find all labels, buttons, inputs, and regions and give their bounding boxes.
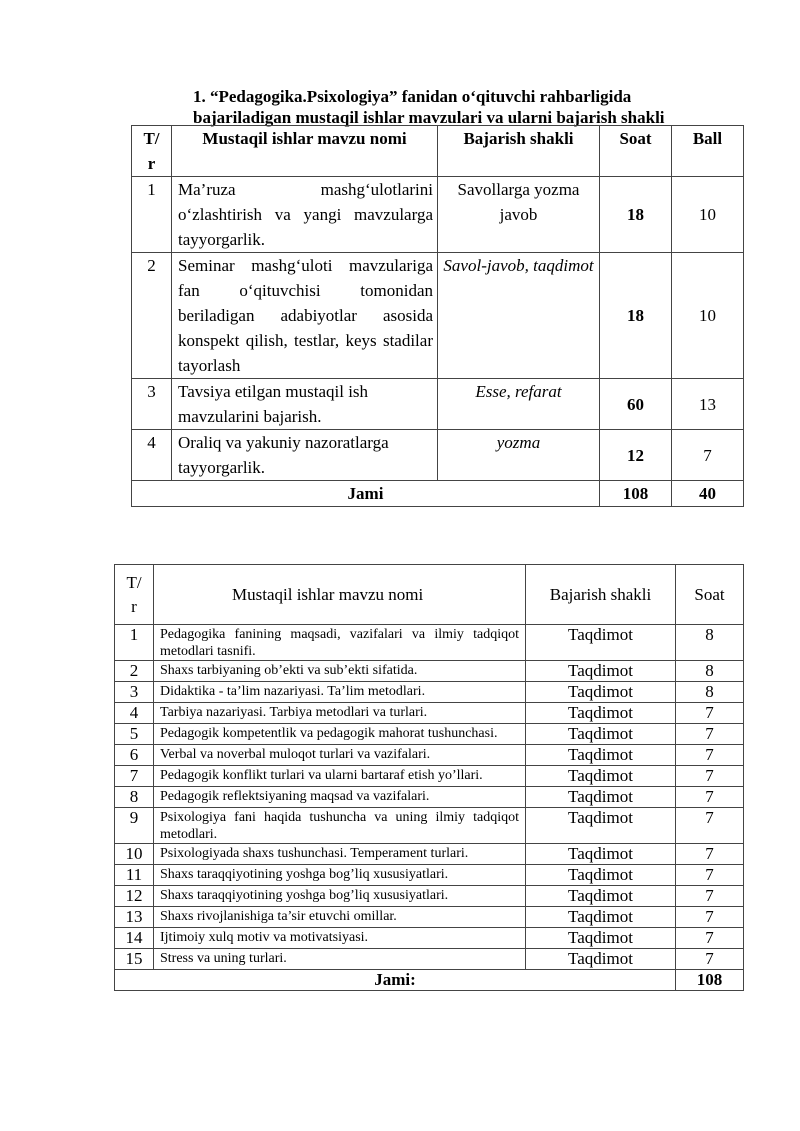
topic-name: Didaktika - ta’lim nazariyasi. Ta’lim metodlari. bbox=[154, 682, 526, 703]
topic-name: Oraliq va yakuniy nazoratlarga tayyorgarlik. bbox=[172, 430, 438, 481]
completion-form: Taqdimot bbox=[526, 745, 676, 766]
row-number: 2 bbox=[115, 661, 154, 682]
completion-form: yozma bbox=[438, 430, 600, 481]
completion-form: Taqdimot bbox=[526, 808, 676, 844]
independent-work-table-2 bbox=[114, 564, 744, 991]
row-number: 15 bbox=[115, 949, 154, 970]
document-title bbox=[193, 86, 753, 128]
topic-name: Verbal va noverbal muloqot turlari va vazifalari. bbox=[154, 745, 526, 766]
completion-form: Taqdimot bbox=[526, 766, 676, 787]
hours-value: 8 bbox=[676, 661, 744, 682]
table2-row bbox=[115, 808, 744, 844]
row-number: 2 bbox=[132, 253, 172, 379]
hours-value: 7 bbox=[676, 886, 744, 907]
table2-total-row bbox=[115, 970, 744, 991]
completion-form: Taqdimot bbox=[526, 928, 676, 949]
topic-name: Psixologiyada shaxs tushunchasi. Temperament turlari. bbox=[154, 844, 526, 865]
completion-form: Taqdimot bbox=[526, 886, 676, 907]
topic-name: Pedagogik konflikt turlari va ularni bartaraf etish yo’llari. bbox=[154, 766, 526, 787]
hours-value: 7 bbox=[676, 724, 744, 745]
completion-form: Taqdimot bbox=[526, 949, 676, 970]
completion-form: Taqdimot bbox=[526, 703, 676, 724]
topic-name: Seminar mashg‘uloti mavzulariga fan o‘qituvchisi tomonidan beriladigan adabiyotlar asosida konspekt qilish, testlar, keys stadilar tayorlash bbox=[172, 253, 438, 379]
completion-form: Esse, refarat bbox=[438, 379, 600, 430]
table2-row bbox=[115, 907, 744, 928]
independent-work-table-1 bbox=[131, 125, 744, 507]
hours-value: 7 bbox=[676, 787, 744, 808]
table2-row bbox=[115, 787, 744, 808]
completion-form: Taqdimot bbox=[526, 724, 676, 745]
total-hours: 108 bbox=[676, 970, 744, 991]
completion-form: Taqdimot bbox=[526, 625, 676, 661]
table1-row bbox=[132, 253, 744, 379]
table2-header-name: Mustaqil ishlar mavzu nomi bbox=[154, 565, 526, 625]
score-value: 7 bbox=[672, 430, 744, 481]
hours-value: 7 bbox=[676, 928, 744, 949]
table1-row bbox=[132, 379, 744, 430]
table1-header-name: Mustaqil ishlar mavzu nomi bbox=[172, 126, 438, 177]
total-hours: 108 bbox=[600, 481, 672, 507]
row-number: 7 bbox=[115, 766, 154, 787]
row-number: 3 bbox=[132, 379, 172, 430]
score-value: 10 bbox=[672, 253, 744, 379]
topic-name: Tarbiya nazariyasi. Tarbiya metodlari va turlari. bbox=[154, 703, 526, 724]
hours-value: 7 bbox=[676, 808, 744, 844]
row-number: 14 bbox=[115, 928, 154, 949]
table2-row bbox=[115, 928, 744, 949]
table2-row bbox=[115, 625, 744, 661]
table2-row bbox=[115, 766, 744, 787]
table2-row bbox=[115, 682, 744, 703]
total-score: 40 bbox=[672, 481, 744, 507]
row-number: 10 bbox=[115, 844, 154, 865]
completion-form: Savol-javob, taqdimot bbox=[438, 253, 600, 379]
row-number: 13 bbox=[115, 907, 154, 928]
hours-value: 60 bbox=[600, 379, 672, 430]
completion-form: Taqdimot bbox=[526, 661, 676, 682]
topic-name: Shaxs taraqqiyotining yoshga bog’liq xususiyatlari. bbox=[154, 865, 526, 886]
total-label: Jami bbox=[132, 481, 600, 507]
table2-header-row bbox=[115, 565, 744, 625]
hours-value: 7 bbox=[676, 865, 744, 886]
hours-value: 8 bbox=[676, 682, 744, 703]
topic-name: Shaxs rivojlanishiga ta’sir etuvchi omillar. bbox=[154, 907, 526, 928]
hours-value: 18 bbox=[600, 177, 672, 253]
completion-form: Taqdimot bbox=[526, 844, 676, 865]
hours-value: 7 bbox=[676, 745, 744, 766]
row-number: 4 bbox=[115, 703, 154, 724]
table1-header-soat: Soat bbox=[600, 126, 672, 177]
row-number: 1 bbox=[132, 177, 172, 253]
table2-row bbox=[115, 865, 744, 886]
total-label: Jami: bbox=[115, 970, 676, 991]
table1-header-row bbox=[132, 126, 744, 177]
table1-row bbox=[132, 430, 744, 481]
completion-form: Taqdimot bbox=[526, 907, 676, 928]
topic-name: Tavsiya etilgan mustaqil ish mavzularini bajarish. bbox=[172, 379, 438, 430]
table1-header-ball: Ball bbox=[672, 126, 744, 177]
topic-name: Ma’ruza mashg‘ulotlarini o‘zlashtirish va yangi mavzularga tayyorgarlik. bbox=[172, 177, 438, 253]
table1-header-form: Bajarish shakli bbox=[438, 126, 600, 177]
row-number: 4 bbox=[132, 430, 172, 481]
completion-form: Savollarga yozma javob bbox=[438, 177, 600, 253]
row-number: 6 bbox=[115, 745, 154, 766]
table2-row bbox=[115, 724, 744, 745]
topic-name: Shaxs tarbiyaning ob’ekti va sub’ekti sifatida. bbox=[154, 661, 526, 682]
hours-value: 7 bbox=[676, 703, 744, 724]
table2-header-soat: Soat bbox=[676, 565, 744, 625]
hours-value: 7 bbox=[676, 907, 744, 928]
topic-name: Psixologiya fani haqida tushuncha va uning ilmiy tadqiqot metodlari. bbox=[154, 808, 526, 844]
hours-value: 7 bbox=[676, 766, 744, 787]
row-number: 11 bbox=[115, 865, 154, 886]
topic-name: Stress va uning turlari. bbox=[154, 949, 526, 970]
row-number: 1 bbox=[115, 625, 154, 661]
hours-value: 18 bbox=[600, 253, 672, 379]
score-value: 13 bbox=[672, 379, 744, 430]
completion-form: Taqdimot bbox=[526, 865, 676, 886]
completion-form: Taqdimot bbox=[526, 682, 676, 703]
table2-row bbox=[115, 703, 744, 724]
table1-row bbox=[132, 177, 744, 253]
row-number: 3 bbox=[115, 682, 154, 703]
table2-row bbox=[115, 886, 744, 907]
row-number: 8 bbox=[115, 787, 154, 808]
title-line-2: bajariladigan mustaqil ishlar mavzulari va ularni bajarish shakli bbox=[193, 108, 665, 127]
topic-name: Pedagogika fanining maqsadi, vazifalari va ilmiy tadqiqot metodlari tasnifi. bbox=[154, 625, 526, 661]
hours-value: 7 bbox=[676, 844, 744, 865]
table2-row bbox=[115, 949, 744, 970]
table2-header-num: T/ r bbox=[115, 565, 154, 625]
topic-name: Pedagogik kompetentlik va pedagogik mahorat tushunchasi. bbox=[154, 724, 526, 745]
table2-row bbox=[115, 745, 744, 766]
hours-value: 8 bbox=[676, 625, 744, 661]
hours-value: 12 bbox=[600, 430, 672, 481]
hours-value: 7 bbox=[676, 949, 744, 970]
table2-row bbox=[115, 661, 744, 682]
table1-header-num: T/ r bbox=[132, 126, 172, 177]
topic-name: Pedagogik reflektsiyaning maqsad va vazifalari. bbox=[154, 787, 526, 808]
table2-row bbox=[115, 844, 744, 865]
row-number: 9 bbox=[115, 808, 154, 844]
topic-name: Shaxs taraqqiyotining yoshga bog’liq xususiyatlari. bbox=[154, 886, 526, 907]
topic-name: Ijtimoiy xulq motiv va motivatsiyasi. bbox=[154, 928, 526, 949]
row-number: 5 bbox=[115, 724, 154, 745]
row-number: 12 bbox=[115, 886, 154, 907]
completion-form: Taqdimot bbox=[526, 787, 676, 808]
table1-total-row bbox=[132, 481, 744, 507]
title-line-1: 1. “Pedagogika.Psixologiya” fanidan o‘qituvchi rahbarligida bbox=[193, 87, 632, 106]
table2-header-form: Bajarish shakli bbox=[526, 565, 676, 625]
score-value: 10 bbox=[672, 177, 744, 253]
